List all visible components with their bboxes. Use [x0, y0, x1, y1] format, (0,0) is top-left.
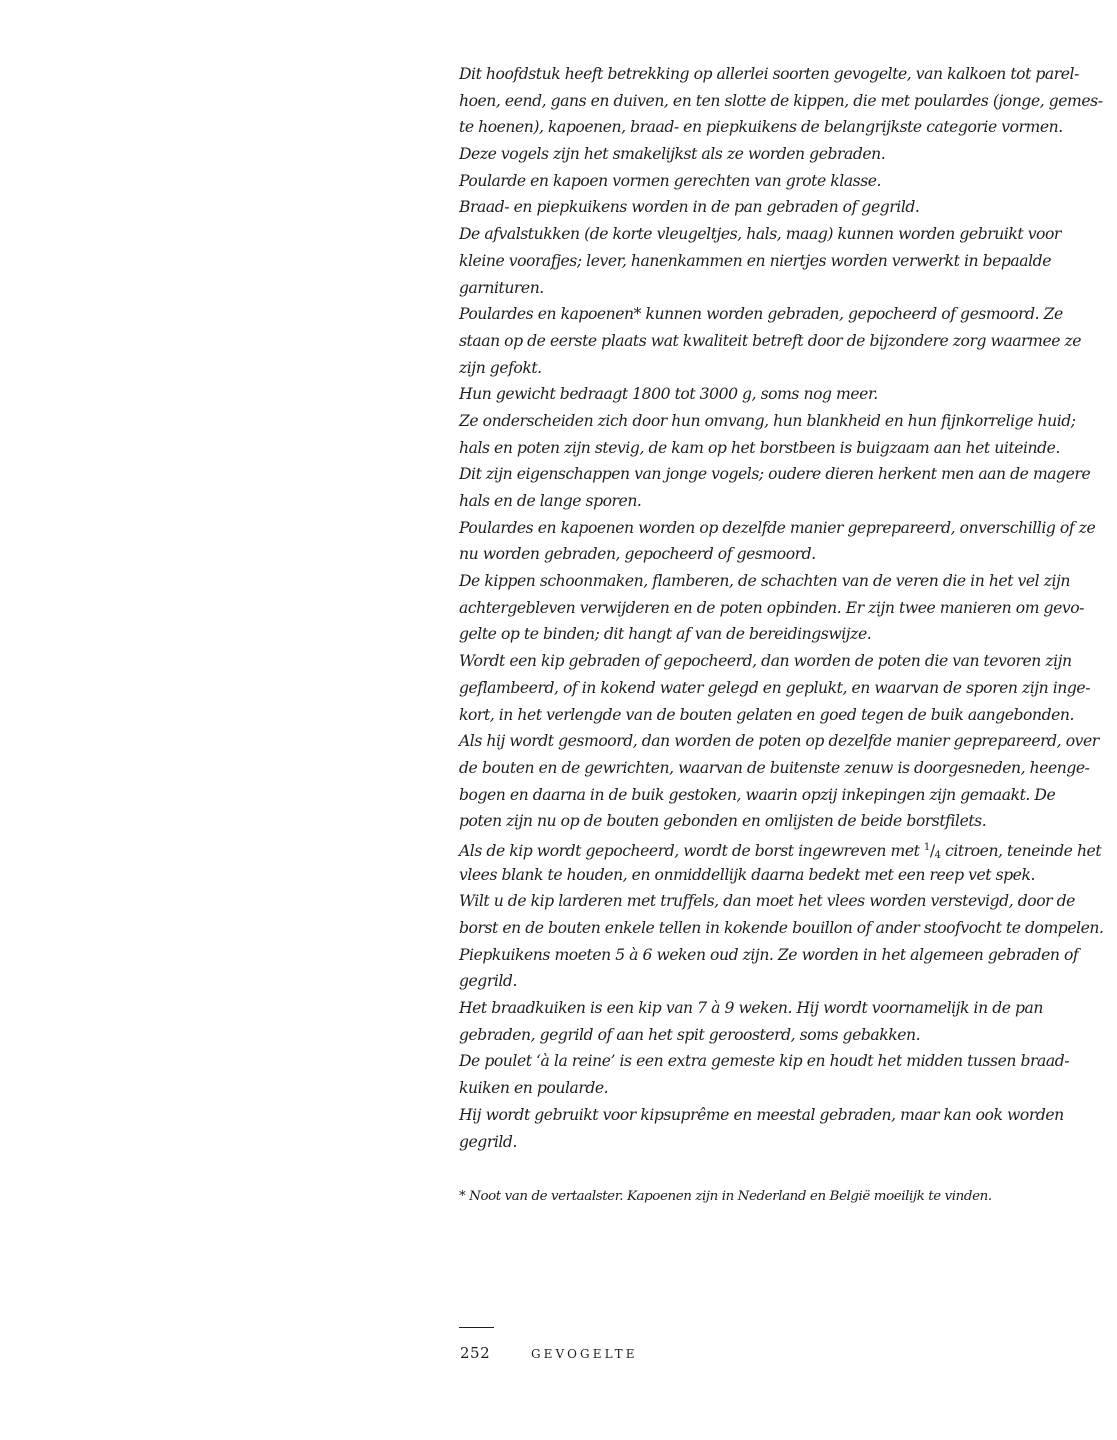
- body-line: Deze vogels zijn het smakelijkst als ze worden gebraden.: [459, 145, 886, 164]
- body-line: Poulardes en kapoenen* kunnen worden gebraden, gepocheerd of gesmoord. Ze: [459, 305, 1063, 324]
- running-head: GEVOGELTE: [531, 1347, 638, 1361]
- page-number: 252: [460, 1344, 491, 1362]
- fraction-line-before: Als de kip wordt gepocheerd, wordt de borst ingewreven met: [459, 841, 924, 860]
- body-line: Als hij wordt gesmoord, dan worden de poten op dezelfde manier geprepareerd, over: [459, 732, 1099, 751]
- body-line: kort, in het verlengde van de bouten gelaten en goed tegen de buik aangebonden.: [459, 705, 1075, 724]
- body-line: te hoenen), kapoenen, braad- en piepkuikens de belangrijkste categorie vormen.: [459, 118, 1063, 137]
- body-line: poten zijn nu op de bouten gebonden en omlijsten de beide borstfilets.: [459, 812, 987, 831]
- fraction-line-after: citroen, teneinde het: [940, 841, 1102, 860]
- footnote: * Noot van de vertaalster. Kapoenen zijn in Nederland en België moeilijk te vinden.: [459, 1189, 992, 1204]
- body-line: gelte op te binden; dit hangt af van de bereidingswijze.: [459, 625, 872, 644]
- body-line: Braad- en piepkuikens worden in de pan gebraden of gegrild.: [459, 198, 920, 217]
- body-line: bogen en daarna in de buik gestoken, waarin opzij inkepingen zijn gemaakt. De: [459, 785, 1056, 804]
- body-line: gebraden, gegrild of aan het spit geroosterd, soms gebakken.: [459, 1025, 921, 1044]
- body-line: Wordt een kip gebraden of gepocheerd, dan worden de poten die van tevoren zijn: [459, 652, 1072, 671]
- body-line: Dit zijn eigenschappen van jonge vogels; oudere dieren herkent men aan de magere: [459, 465, 1091, 484]
- fraction-numerator: 1: [923, 841, 930, 853]
- body-line: borst en de bouten enkele tellen in kokende bouillon of ander stoofvocht te dompelen.: [459, 919, 1104, 937]
- body-line: gegrild.: [459, 972, 517, 991]
- body-line: Poularde en kapoen vormen gerechten van grote klasse.: [459, 171, 882, 190]
- fraction-denominator: 4: [934, 849, 941, 861]
- body-line: nu worden gebraden, gepocheerd of gesmoord.: [459, 545, 816, 564]
- body-line: De kippen schoonmaken, flamberen, de schachten van de veren die in het vel zijn: [459, 572, 1070, 591]
- body-line: Hun gewicht bedraagt 1800 tot 3000 g, soms nog meer.: [459, 385, 878, 404]
- body-line: De poulet ‘à la reine’ is een extra gemeste kip en houdt het midden tussen braad-: [459, 1052, 1070, 1071]
- body-line: Het braadkuiken is een kip van 7 à 9 weken. Hij wordt voornamelijk in de pan: [459, 999, 1043, 1018]
- body-line: Hij wordt gebruikt voor kipsuprême en meestal gebraden, maar kan ook worden: [459, 1105, 1064, 1124]
- body-line: De afvalstukken (de korte vleugeltjes, hals, maag) kunnen worden gebruikt voor: [459, 225, 1061, 244]
- body-line: geflambeerd, of in kokend water gelegd en geplukt, en waarvan de sporen zijn inge-: [459, 678, 1091, 697]
- body-line: hoen, eend, gans en duiven, en ten slotte de kippen, die met poulardes (jonge, gemes-: [459, 91, 1103, 110]
- body-line-with-fraction: [459, 835, 1102, 862]
- body-line: Wilt u de kip larderen met truffels, dan moet het vlees worden verstevigd, door de: [459, 892, 1075, 911]
- body-line: achtergebleven verwijderen en de poten opbinden. Er zijn twee manieren om gevo-: [459, 598, 1084, 617]
- body-line: garnituren.: [459, 278, 544, 297]
- body-line: vlees blank te houden, en onmiddellijk daarna bedekt met een reep vet spek.: [459, 865, 1035, 884]
- body-line: zijn gefokt.: [459, 358, 542, 377]
- body-line: hals en de lange sporen.: [459, 492, 642, 510]
- body-line: Dit hoofdstuk heeft betrekking op allerlei soorten gevogelte, van kalkoen tot parel-: [459, 65, 1079, 83]
- body-line: kleine voorafjes; lever, hanenkammen en niertjes worden verwerkt in bepaalde: [459, 251, 1051, 270]
- fraction-slash: /: [929, 841, 935, 860]
- body-line: hals en poten zijn stevig, de kam op het borstbeen is buigzaam aan het uiteinde.: [459, 438, 1060, 457]
- body-line: Ze onderscheiden zich door hun omvang, hun blankheid en hun fijnkorrelige huid;: [459, 411, 1076, 430]
- body-line: gegrild.: [459, 1132, 517, 1151]
- footer-rule: [459, 1327, 494, 1328]
- body-line: Poulardes en kapoenen worden op dezelfde manier geprepareerd, onverschillig of ze: [459, 518, 1096, 537]
- body-line: kuiken en poularde.: [459, 1079, 609, 1098]
- body-line: de bouten en de gewrichten, waarvan de buitenste zenuw is doorgesneden, heenge-: [459, 758, 1090, 777]
- body-line: Piepkuikens moeten 5 à 6 weken oud zijn. Ze worden in het algemeen gebraden of: [459, 945, 1079, 964]
- body-text: [459, 61, 1104, 1155]
- body-line: staan op de eerste plaats wat kwaliteit betreft door de bijzondere zorg waarmee ze: [459, 331, 1082, 350]
